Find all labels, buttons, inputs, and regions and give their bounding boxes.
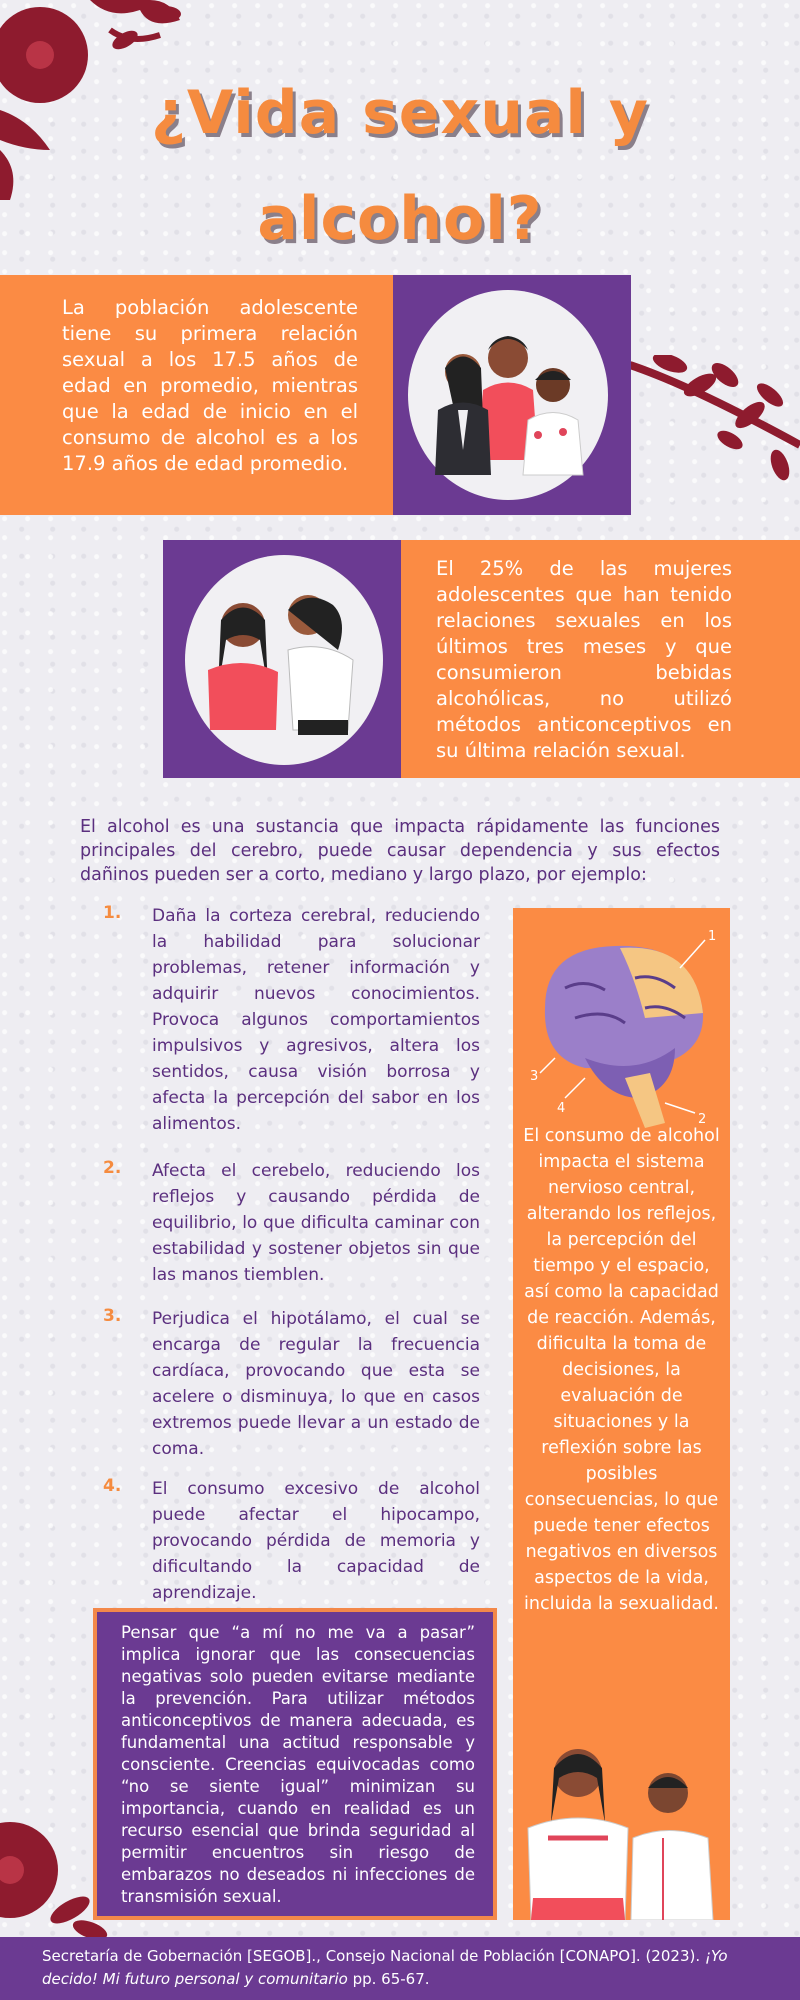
citation-book-title: ¡Yo decido! Mi futuro personal y comunitario: [42, 1947, 728, 1988]
two-people-illustration: [513, 1728, 730, 1920]
adolescent-fact-panel: [0, 275, 395, 515]
effect-number-2: 2.: [103, 1158, 122, 1178]
footer-bar: [0, 1937, 800, 2000]
women-fact-text: El 25% de las mujeres adolescentes que han tenido relaciones sexuales en los últimos tres meses y que consumieron bebidas alcohólicas, no utilizó métodos anticonceptivos en su última relación sexual.: [436, 557, 732, 762]
teens-illustration-panel: [393, 275, 631, 515]
floral-right-decoration: [630, 355, 800, 505]
effect-number-3: 3.: [103, 1306, 122, 1326]
effect-text-3: Perjudica el hipotálamo, el cual se encarga de regular la frecuencia cardíaca, provocando que esta se acelere o disminuya, lo que en casos extremos puede llevar a un estado de coma.: [152, 1309, 480, 1459]
three-teens-illustration: [413, 310, 603, 490]
couple-illustration: [188, 580, 378, 755]
couple-illustration-panel: [163, 540, 403, 778]
brain-illustration: [525, 928, 720, 1128]
nervous-system-panel: [513, 908, 730, 1920]
brain-label-2: 2: [698, 1112, 707, 1127]
effect-text-4: El consumo excesivo de alcohol puede afectar el hipocampo, provocando pérdida de memoria y dificultando la capacidad de aprendizaje.: [152, 1479, 480, 1603]
adolescent-fact-text: La población adolescente tiene su primera relación sexual a los 17.5 años de edad en promedio, mientras que la edad de inicio en el consumo de alcohol es a los 17.9 años de edad promedio.: [62, 296, 358, 475]
citation-authors: Secretaría de Gobernación [SEGOB]., Consejo Nacional de Población [CONAPO]. (2023).: [42, 1947, 705, 1965]
prevention-warning-box: [93, 1608, 497, 1920]
brain-label-1: 1: [708, 929, 717, 944]
brain-label-3: 3: [530, 1069, 539, 1084]
prevention-warning-text: Pensar que “a mí no me va a pasar” implica ignorar que las consecuencias negativas solo pueden evitarse mediante la prevención. Para utilizar métodos anticonceptivos de manera adecuada, es fundamental una actitud responsable y consciente. Creencias equivocadas como “no se siente igual” minimizan su importancia, cuando en realidad es un recurso esencial que brinda seguridad al permitir encuentros sin riesgo de embarazos no deseados ni infecciones de transmisión sexual.: [121, 1623, 475, 1906]
brain-label-4: 4: [557, 1101, 566, 1116]
effect-number-1: 1.: [103, 903, 122, 923]
women-fact-panel: [401, 540, 800, 778]
effect-number-4: 4.: [103, 1476, 122, 1496]
nervous-system-text: El consumo de alcohol impacta el sistema nervioso central, alterando los reflejos, la percepción del tiempo y el espacio, así como la capacidad de reacción. Además, dificulta la toma de decisiones, la evaluación de situaciones y la reflexión sobre las posibles consecuencias, lo que puede tener efectos negativos en diversos aspectos de la vida, incluida la sexualidad.: [523, 1126, 720, 1614]
effect-text-2: Afecta el cerebelo, reduciendo los reflejos y causando pérdida de equilibrio, lo que dificulta caminar con estabilidad y sostener objetos sin que las manos tiemblen.: [152, 1161, 480, 1285]
footer-citation: [42, 1945, 762, 1991]
citation-pages: pp. 65-67.: [347, 1970, 430, 1988]
page-title: ¿Vida sexual y alcohol?: [151, 78, 649, 254]
effect-text-1: Daña la corteza cerebral, reduciendo la habilidad para solucionar problemas, retener información y adquirir nuevos conocimientos. Provoca algunos comportamientos impulsivos y agresivos, altera los sentidos, causa visión borrosa y afecta la percepción del sabor en los alimentos.: [152, 906, 480, 1134]
intro-paragraph: El alcohol es una sustancia que impacta rápidamente las funciones principales del cerebro, puede causar dependencia y sus efectos dañinos pueden ser a corto, mediano y largo plazo, por ejemplo:: [80, 817, 720, 885]
